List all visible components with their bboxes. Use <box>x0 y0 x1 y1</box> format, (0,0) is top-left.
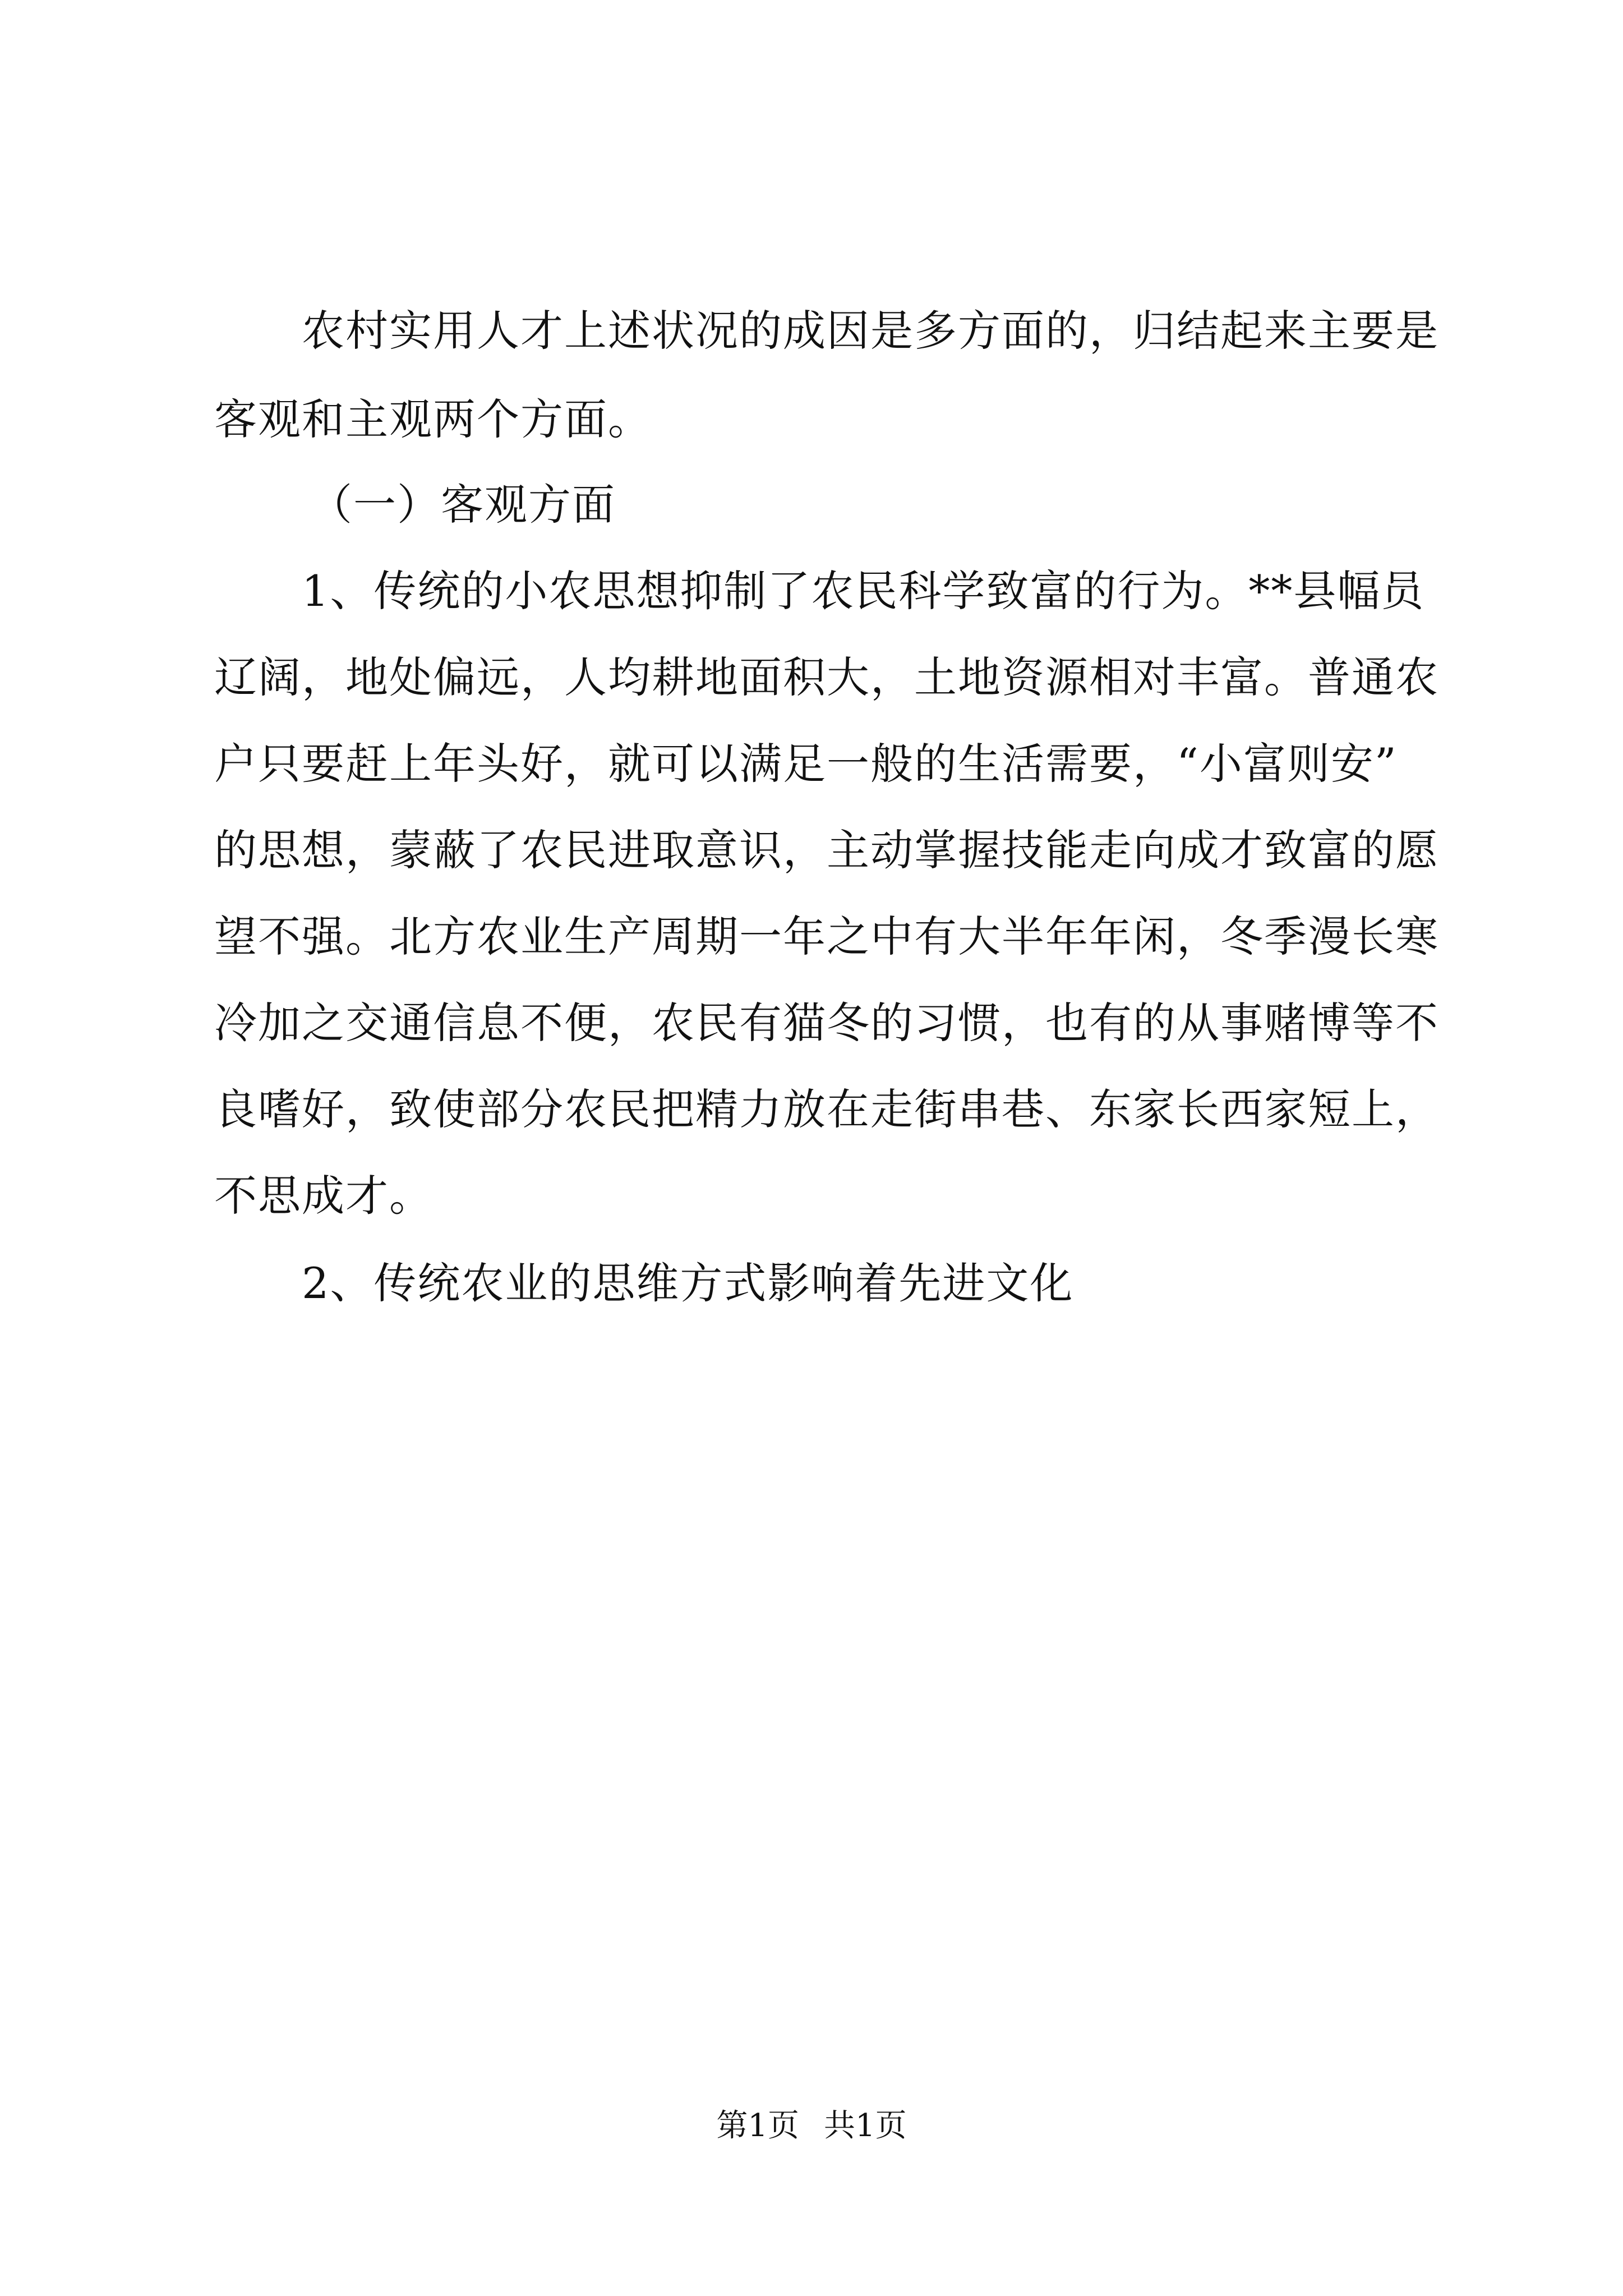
paragraph-4-line-1: 2、传统农业的思维方式影响着先进文化 <box>302 1258 1074 1308</box>
paragraph-3-line-5: 望不强。北方农业生产周期一年之中有大半年年闲，冬季漫长寒 <box>214 912 1439 961</box>
page-total: 共1页 <box>824 2108 907 2144</box>
paragraph-1-line-1: 农村实用人才上述状况的成因是多方面的，归结起来主要是 <box>302 306 1439 356</box>
page-number: 第1页 <box>716 2108 799 2144</box>
paragraph-3-line-1: 1、传统的小农思想抑制了农民科学致富的行为。**县幅员 <box>302 566 1425 616</box>
paragraph-3-line-8: 不思成才。 <box>214 1171 433 1221</box>
paragraph-3-line-7: 良嗜好，致使部分农民把精力放在走街串巷、东家长西家短上， <box>214 1084 1439 1134</box>
paragraph-3-line-3: 户只要赶上年头好，就可以满足一般的生活需要，“小富则安” <box>214 739 1398 789</box>
page-footer <box>0 2109 1623 2143</box>
section-heading: （一）客观方面 <box>310 480 616 530</box>
paragraph-1-line-2: 客观和主观两个方面。 <box>214 394 652 444</box>
paragraph-3-line-2: 辽阔，地处偏远，人均耕地面积大，土地资源相对丰富。普通农 <box>214 652 1439 702</box>
paragraph-3-line-6: 冷加之交通信息不便，农民有猫冬的习惯，也有的从事赌博等不 <box>214 998 1439 1048</box>
paragraph-3-line-4: 的思想，蒙蔽了农民进取意识，主动掌握技能走向成才致富的愿 <box>214 825 1439 875</box>
